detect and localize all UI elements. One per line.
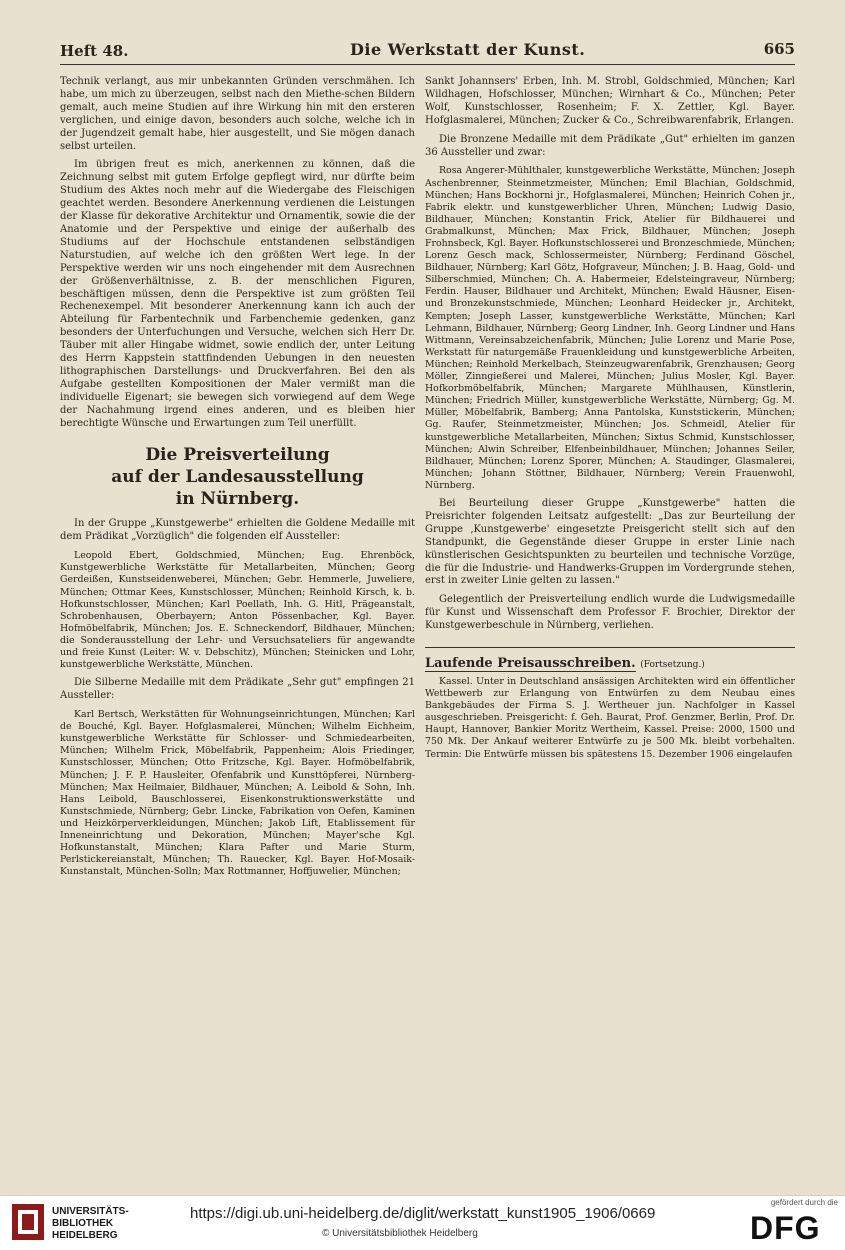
university-seal-icon bbox=[12, 1204, 44, 1240]
paragraph: Im übrigen freut es mich, anerkennen zu können, daß die Zeichnung selbst mit gutem Erfolge gepflegt wird, nur dürfte beim Studium des Aktes noch mehr auf die Wiedergabe des Fleischigen geachtet werden. Besondere Anerkennung verdienen die Leistungen der Klasse für dekorative Architektur und Ornamentik, sowie die der Anatomie und der Perspektive und einige der außerhalb des Studiums auf der Hochschule entstandenen selbständigen Naturstudien, auf welche ich den größten Wert lege. In der Perspektive werden wir uns noch eingehender mit dem Ausrechnen der Größenverhältnisse, z. B. der menschlichen Figuren, beschäftigen müssen, denn die Perspektive ist zum größten Teil Rechenexempel. Mit besonderer Anerkennung kann ich auch der Abteilung für Farbentechnik und Farbenchemie gedenken, ganz besonders der Unterfuchungen und Versuche, welchen sich Herr Dr. Täuber mit aller Hingabe widmet, sowie endlich der, unter Leitung des Herrn Kappstein stattfindenden Uebungen in den neuesten lithographischen Darstellungs- und Druckverfahren. Bei den als Aufgabe gestellten Kompositionen der Maler vermißt man die individuelle Eigenart; sie bewegen sich vorwiegend auf dem Wege der Nachahmung irgend eines anderen, und es bleiben hier berechtigte Wünsche und Erwartungen zum Teil unerfüllt. bbox=[60, 159, 415, 429]
copyright-text: © Universitätsbibliothek Heidelberg bbox=[322, 1228, 478, 1239]
silver-medal-list: Karl Bertsch, Werkstätten für Wohnungseinrichtungen, München; Karl de Bouché, Kgl. Bayer. Hofglasmalerei, München; Wilhelm Eichheim, kunstgewerbliche Werkstätte für Schlosser- und Schmiedearbeiten, München; Wilhelm Frick, Möbelfabrik, Pappenheim; Alois Friedinger, Kunstschlosser, München; Otto Fritzsche, Kgl. Bayer. Hofmöbelfabrik, München; J. F. P. Hausleiter, Ofenfabrik und Kunsttöpferei, Nürnberg-München; Max Heilmaier, Bildhauer, München; A. Leibold & Sohn, Inh. Hans Leibold, Bauschlosserei, Eisenkonstruktionswerkstätte und Kunstschmiede, Nürnberg; Gebr. Lincke, Fabrikation von Oefen, Kaminen und Heizkörperverkleidungen, München; Jakob Lift, Etablissement für Inneneinrichtung und Dekoration, München; Mayer'sche Kgl. Hofkunstanstalt, München; Klara Pafter und Marie Sturm, Perlstickereianstalt, München; Th. Rauecker, Kgl. Bayer. Hof-Mosaik-Kunstanstalt, München-Solln; Max Rottmanner, Hoffjuwelier, München; bbox=[60, 709, 415, 878]
header-rule bbox=[60, 64, 795, 65]
box-title: Laufende Preisausschreiben. bbox=[425, 656, 636, 672]
paragraph: Bei Beurteilung dieser Gruppe „Kunstgewerbe" hatten die Preisrichter folgenden Leitsatz aufgestellt: „Das zur Beurteilung der Gruppe ‚Kunstgewerbe' eingesetzte Preisgericht stellt sich auf den Standpunkt, die Gegenstände dieser Gruppe in erster Linie nach künstlerischen Gesichtspunkten zu beurteilen und technische Vorzüge, die für die Industrie- und Handwerks-Gruppen im Vordergrunde stehen, erst in zweiter Linie gelten zu lassen." bbox=[425, 497, 795, 587]
issue-number: Heft 48. bbox=[60, 42, 129, 60]
page-header bbox=[60, 38, 795, 64]
section-title-line: auf der Landesausstellung bbox=[111, 467, 364, 488]
paragraph: Die Bronzene Medaille mit dem Prädikate „Gut" erhielten im ganzen 36 Aussteller und zwar: bbox=[425, 133, 795, 158]
right-column bbox=[425, 76, 795, 1181]
section-title-line: in Nürnberg. bbox=[175, 489, 300, 510]
permalink-link[interactable]: https://digi.ub.uni-heidelberg.de/diglit/werkstatt_kunst1905_1906/0669 bbox=[190, 1205, 656, 1222]
page-number: 665 bbox=[763, 40, 795, 58]
gold-medal-list: Leopold Ebert, Goldschmied, München; Eug. Ehrenböck, Kunstgewerbliche Werkstätte für Metallarbeiten, München; Georg Gerdeißen, Kunstseidenweberei, München; Gebr. Hemmerle, Juweliere, München; Ottmar Kees, Kunstschlosser, München; Reinhold Kirsch, k. b. Hofkunstschlosser, München; Karl Poellath, Inh. G. Hitl, Prägeanstalt, Schrobenhausen, Oberbayern; Anton Pössenbacher, Kgl. Bayer. Hofmöbelfabrik, München; Jos. E. Schneckendorf, Bildhauer, München; die Sonderausstellung der Lehr- und Versuchsateliers für angewandte und freie Kunst (Leiter: W. v. Debschitz), München; Steinicken und Lohr, kunstgewerbliche Werkstätte, München. bbox=[60, 550, 415, 671]
library-name: UNIVERSITÄTS- BIBLIOTHEK HEIDELBERG bbox=[52, 1206, 129, 1241]
competitions-box bbox=[425, 647, 795, 761]
section-title bbox=[60, 444, 415, 510]
bronze-medal-list: Rosa Angerer-Mühlthaler, kunstgewerbliche Werkstätte, München; Joseph Aschenbrenner, Steinmetzmeister, München; Emil Blachian, Goldschmid, München; Hans Bockhorni jr., Hofglasmalerei, München; Heinrich Cohen jr., Fabrik elektr. und kunstgewerblicher Uhren, München; Ludwig Dasio, Bildhauer, München; Konstantin Frick, Atelier für Bildhauerei und Grabmalkunst, München; Max Frick, Bildhauer, München; Joseph Frohnsbeck, Kgl. Bayer. Hofkunstschlosserei und Bronzeschmiede, München; Lorenz Gesch mack, Schlossermeister, Nürnberg; Ferdinand Göschel, Bildhauer, Nürnberg; Karl Götz, Hofgraveur, München; J. B. Haag, Gold- und Silberschmied, München; Ch. A. Habermeier, Edelsteingraveur, Nürnberg; Ferdin. Hauser, Bildhauer und Architekt, München; Ewald Häusner, Eisen- und Bronzekunstschmiede, München; Leonhard Heidecker jr., Architekt, Kempten; Joseph Lasser, kunstgewerbliche Werkstätte, München; Karl Lehmann, Bildhauer, Nürnberg; Georg Lindner, Inh. Georg Lindner und Hans Wittmann, Vereinsabzeichenfabrik, München; Julie Lorenz und Marie Pose, Werkstatt für naturgemäße Frauenkleidung und kunstgewerbliche Arbeiten, München; Reinhold Merkelbach, Steinzeugwarenfabrik, Grenzhausen; Georg Möller, Zinngießerei und Malerei, München; Julius Mosler, Kgl. Bayer. Hofkorbmöbelfabrik, München; Margarete Mühlhausen, Künstlerin, München; Friedrich Müller, kunstgewerbliche Werkstätte, Nürnberg; Gg. M. Müller, Möbelfabrik, Bamberg; Anna Pantolska, Kunststickerin, München; Gg. Raufer, Steinmetzmeister, München; Jos. Schmeidl, Atelier für kunstgewerbliche Metallarbeiten, München; Sixtus Schmid, Kunstschlosser, München; Alwin Schreiber, Elfenbeinbildhauer, München; Johannes Seiler, Bildhauer, München; Lorenz Sporer, München; A. Staudinger, Glasmalerei, München; Johann Stöttner, Bildhauer, Nürnberg; Verein Frauenwohl, Nürnberg. bbox=[425, 165, 795, 491]
silver-medal-list-continued: Sankt Johannsers' Erben, Inh. M. Strobl, Goldschmied, München; Karl Wildhagen, Hofschlosser, München; Wirnhart & Co., München; Peter Wolf, Kunstschlosser, Rosenheim; F. X. Zettler, Kgl. Bayer. Hofglasmalerei, München; Zucker & Co., Schreibwarenfabrik, Erlangen. bbox=[425, 76, 795, 126]
funding-note: gefördert durch die bbox=[770, 1198, 838, 1207]
journal-title: Die Werkstatt der Kunst. bbox=[350, 40, 586, 59]
dfg-logo: DFG bbox=[750, 1210, 821, 1246]
paragraph: Die Silberne Medaille mit dem Prädikate „Sehr gut" empfingen 21 Aussteller: bbox=[60, 677, 415, 702]
intro-paragraph: Technik verlangt, aus mir unbekannten Gründen verschmähen. Ich habe, um mich zu überzeugen, selbst nach den Miethe-schen Bildern gemalt, auch meine Studien auf ihre Wirkung hin mit den ersteren verglichen, und einige davon, besonders auch solche, welche ich in der Jugendzeit gemalt habe, hier ausgestellt, und Sie mögen danach selbst urteilen. bbox=[60, 76, 415, 152]
paragraph: In der Gruppe „Kunstgewerbe" erhielten die Goldene Medaille mit dem Prädikat „Vorzüglich" die folgenden elf Aussteller: bbox=[60, 518, 415, 543]
section-title-line: Die Preisverteilung bbox=[145, 445, 330, 466]
box-heading bbox=[425, 658, 795, 672]
box-continued-note: (Fortsetzung.) bbox=[640, 660, 705, 671]
paragraph: Gelegentlich der Preisverteilung endlich wurde die Ludwigsmedaille für Kunst und Wissenschaft dem Professor F. Brochier, Direktor der Kunstgewerbeschule in Nürnberg, verliehen. bbox=[425, 594, 795, 632]
box-text: Kassel. Unter in Deutschland ansässigen Architekten wird ein öffentlicher Wettbewerb zur Erlangung von Entwürfen zu dem Neubau eines Bankgebäudes der Firma S. J. Wertheuer jun. Nachfolger in Kassel ausgeschrieben. Preisgericht: f. Geh. Baurat, Prof. Genzmer, Berlin, Prof. Dr. Haupt, Hannover, Bankier Moritz Wertheim, Kassel. Preise: 2000, 1500 und 750 Mk. Der Ankauf weiterer Entwürfe zu je 500 Mk. bleibt vorbehalten. Termin: Die Entwürfe müssen bis spätestens 15. Dezember 1906 eingelaufen bbox=[425, 675, 795, 760]
viewer-footer bbox=[0, 1195, 845, 1250]
left-column bbox=[60, 76, 415, 1181]
